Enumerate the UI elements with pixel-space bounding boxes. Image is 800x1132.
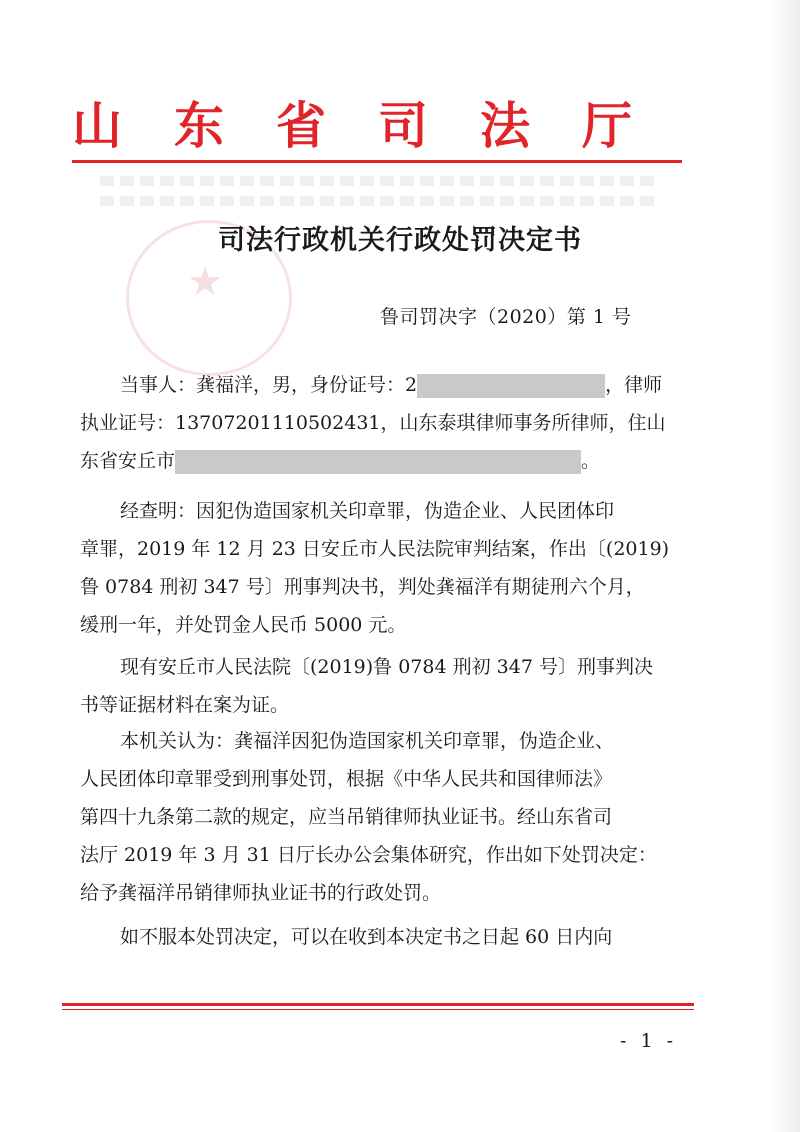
document-number: 鲁司罚决字（2020）第 1 号 — [380, 306, 632, 328]
text-line: 给予龚福洋吊销律师执业证书的行政处罚。 — [80, 882, 442, 904]
text-line: 书等证据材料在案为证。 — [80, 694, 290, 716]
header-char: 司 — [378, 96, 428, 155]
document-title: 司法行政机关行政处罚决定书 — [218, 225, 582, 256]
paragraph-finding — [80, 492, 690, 644]
seal-star-icon: ★ — [187, 259, 223, 305]
text-line: 东省安丘市 。 — [80, 450, 601, 472]
redaction-block — [417, 374, 605, 398]
text-line: 人民团体印章罪受到刑事处罚，根据《中华人民共和国律师法》 — [80, 768, 613, 790]
text-line: 如不服本处罚决定，可以在收到本决定书之日起 60 日内向 — [120, 926, 613, 948]
issuing-authority-header — [72, 92, 632, 155]
scan-edge-shadow — [770, 0, 800, 1132]
paragraph-evidence — [80, 648, 690, 724]
header-char: 省 — [276, 96, 326, 155]
paragraph-appeal — [80, 918, 690, 956]
header-char: 东 — [174, 96, 224, 155]
header-char: 法 — [480, 96, 530, 155]
paragraph-conclusion — [80, 722, 690, 912]
text-line: 鲁 0784 刑初 347 号〕刑事判决书，判处龚福洋有期徒刑六个月， — [80, 576, 645, 598]
header-red-rule — [72, 160, 682, 163]
paragraph-party — [80, 366, 690, 480]
bleed-through-text — [100, 196, 660, 206]
text-line: 当事人：龚福洋，男，身份证号：2 ，律师 — [120, 374, 663, 396]
redaction-block — [175, 450, 581, 474]
footer-red-rule — [62, 1003, 694, 1006]
header-char: 山 — [72, 96, 122, 155]
page-number: - 1 - — [620, 1030, 678, 1052]
text-line: 经查明：因犯伪造国家机关印章罪，伪造企业、人民团体印 — [120, 500, 615, 522]
bleed-through-text — [100, 176, 660, 186]
header-char: 厅 — [582, 96, 632, 155]
footer-red-rule-thin — [62, 1009, 694, 1010]
text-line: 法厅 2019 年 3 月 31 日厅长办公会集体研究，作出如下处罚决定： — [80, 844, 657, 866]
text-line: 缓刑一年，并处罚金人民币 5000 元。 — [80, 614, 407, 636]
text-line: 本机关认为：龚福洋因犯伪造国家机关印章罪，伪造企业、 — [120, 730, 615, 752]
text-line: 章罪，2019 年 12 月 23 日安丘市人民法院审判结案，作出〔(2019) — [80, 538, 670, 560]
text-line: 执业证号：13707201110502431，山东泰琪律师事务所律师，住山 — [80, 412, 666, 434]
text-line: 现有安丘市人民法院〔(2019)鲁 0784 刑初 347 号〕刑事判决 — [120, 656, 653, 678]
text-line: 第四十九条第二款的规定，应当吊销律师执业证书。经山东省司 — [80, 806, 613, 828]
